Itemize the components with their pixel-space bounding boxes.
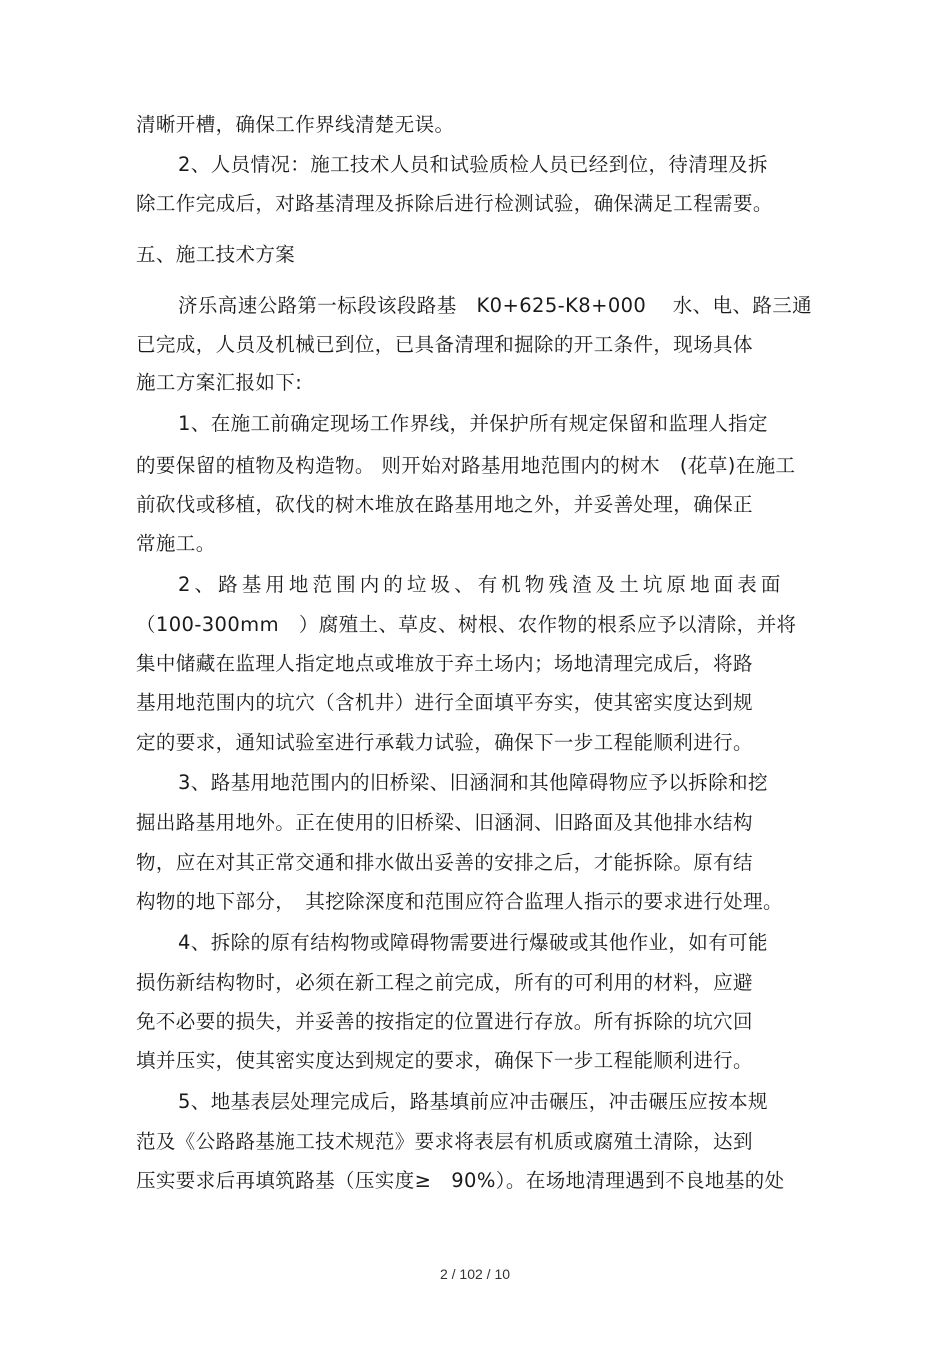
text-line: 掘出路基用地外。正在使用的旧桥梁、旧涵洞、旧路面及其他排水结构 — [136, 811, 753, 834]
text-line: 基用地范围内的坑穴（含机井）进行全面填平夯实，使其密实度达到规 — [136, 691, 753, 714]
text-line: 集中储藏在监理人指定地点或堆放于弃土场内；场地清理完成后，将路 — [136, 652, 753, 675]
text-line: 范及《公路路基施工技术规范》要求将表层有机质或腐殖土清除，达到 — [136, 1130, 753, 1153]
text-line: 常施工。 — [136, 532, 216, 555]
text-line: 5、地基表层处理完成后，路基填前应冲击碾压，冲击碾压应按本规 — [178, 1090, 768, 1113]
text-line: 1、在施工前确定现场工作界线，并保护所有规定保留和监理人指定 — [178, 412, 768, 435]
text-line: 损伤新结构物时，必须在新工程之前完成，所有的可利用的材料，应避 — [136, 971, 753, 994]
page-number-footer: 2 / 102 / 10 — [439, 1266, 511, 1282]
text-line: 已完成，人员及机械已到位，已具备清理和掘除的开工条件，现场具体 — [136, 333, 753, 356]
text-line: 物，应在对其正常交通和排水做出妥善的安排之后，才能拆除。原有结 — [136, 851, 753, 874]
text-line: 2、人员情况：施工技术人员和试验质检人员已经到位，待清理及拆 — [178, 153, 768, 176]
text-line: 济乐高速公路第一标段该段路基 K0+625-K8+000 水、电、路三通 — [178, 294, 813, 317]
text-line: 压实要求后再填筑路基（压实度≥ 90%）。在场地清理遇到不良地基的处 — [136, 1169, 785, 1192]
section-heading: 五、施工技术方案 — [136, 243, 296, 266]
text-line: 清晰开槽，确保工作界线清楚无误。 — [136, 113, 455, 136]
text-line: 前砍伐或移植，砍伐的树木堆放在路基用地之外，并妥善处理，确保正 — [136, 493, 753, 516]
text-line: 除工作完成后，对路基清理及拆除后进行检测试验，确保满足工程需要。 — [136, 192, 773, 215]
text-line: 的要保留的植物及构造物。 则开始对路基用地范围内的树木 (花草)在施工 — [136, 454, 796, 477]
text-line: 施工方案汇报如下: — [136, 371, 303, 394]
text-line: 免不必要的损失，并妥善的按指定的位置进行存放。所有拆除的坑穴回 — [136, 1010, 753, 1033]
text-line: 3、路基用地范围内的旧桥梁、旧涵洞和其他障碍物应予以拆除和挖 — [178, 771, 768, 794]
text-line: 2、路基用地范围内的垃圾、有机物残渣及土坑原地面表面 — [178, 573, 785, 596]
text-line: 定的要求，通知试验室进行承载力试验，确保下一步工程能顺利进行。 — [136, 731, 753, 754]
text-line: 填并压实，使其密实度达到规定的要求，确保下一步工程能顺利进行。 — [136, 1049, 753, 1072]
text-line: （100-300mm ）腐殖土、草皮、树根、农作物的根系应予以清除，并将 — [136, 613, 797, 636]
text-line: 构物的地下部分， 其挖除深度和范围应符合监理人指示的要求进行处理。 — [136, 890, 783, 913]
text-line: 4、拆除的原有结构物或障碍物需要进行爆破或其他作业，如有可能 — [178, 931, 768, 954]
